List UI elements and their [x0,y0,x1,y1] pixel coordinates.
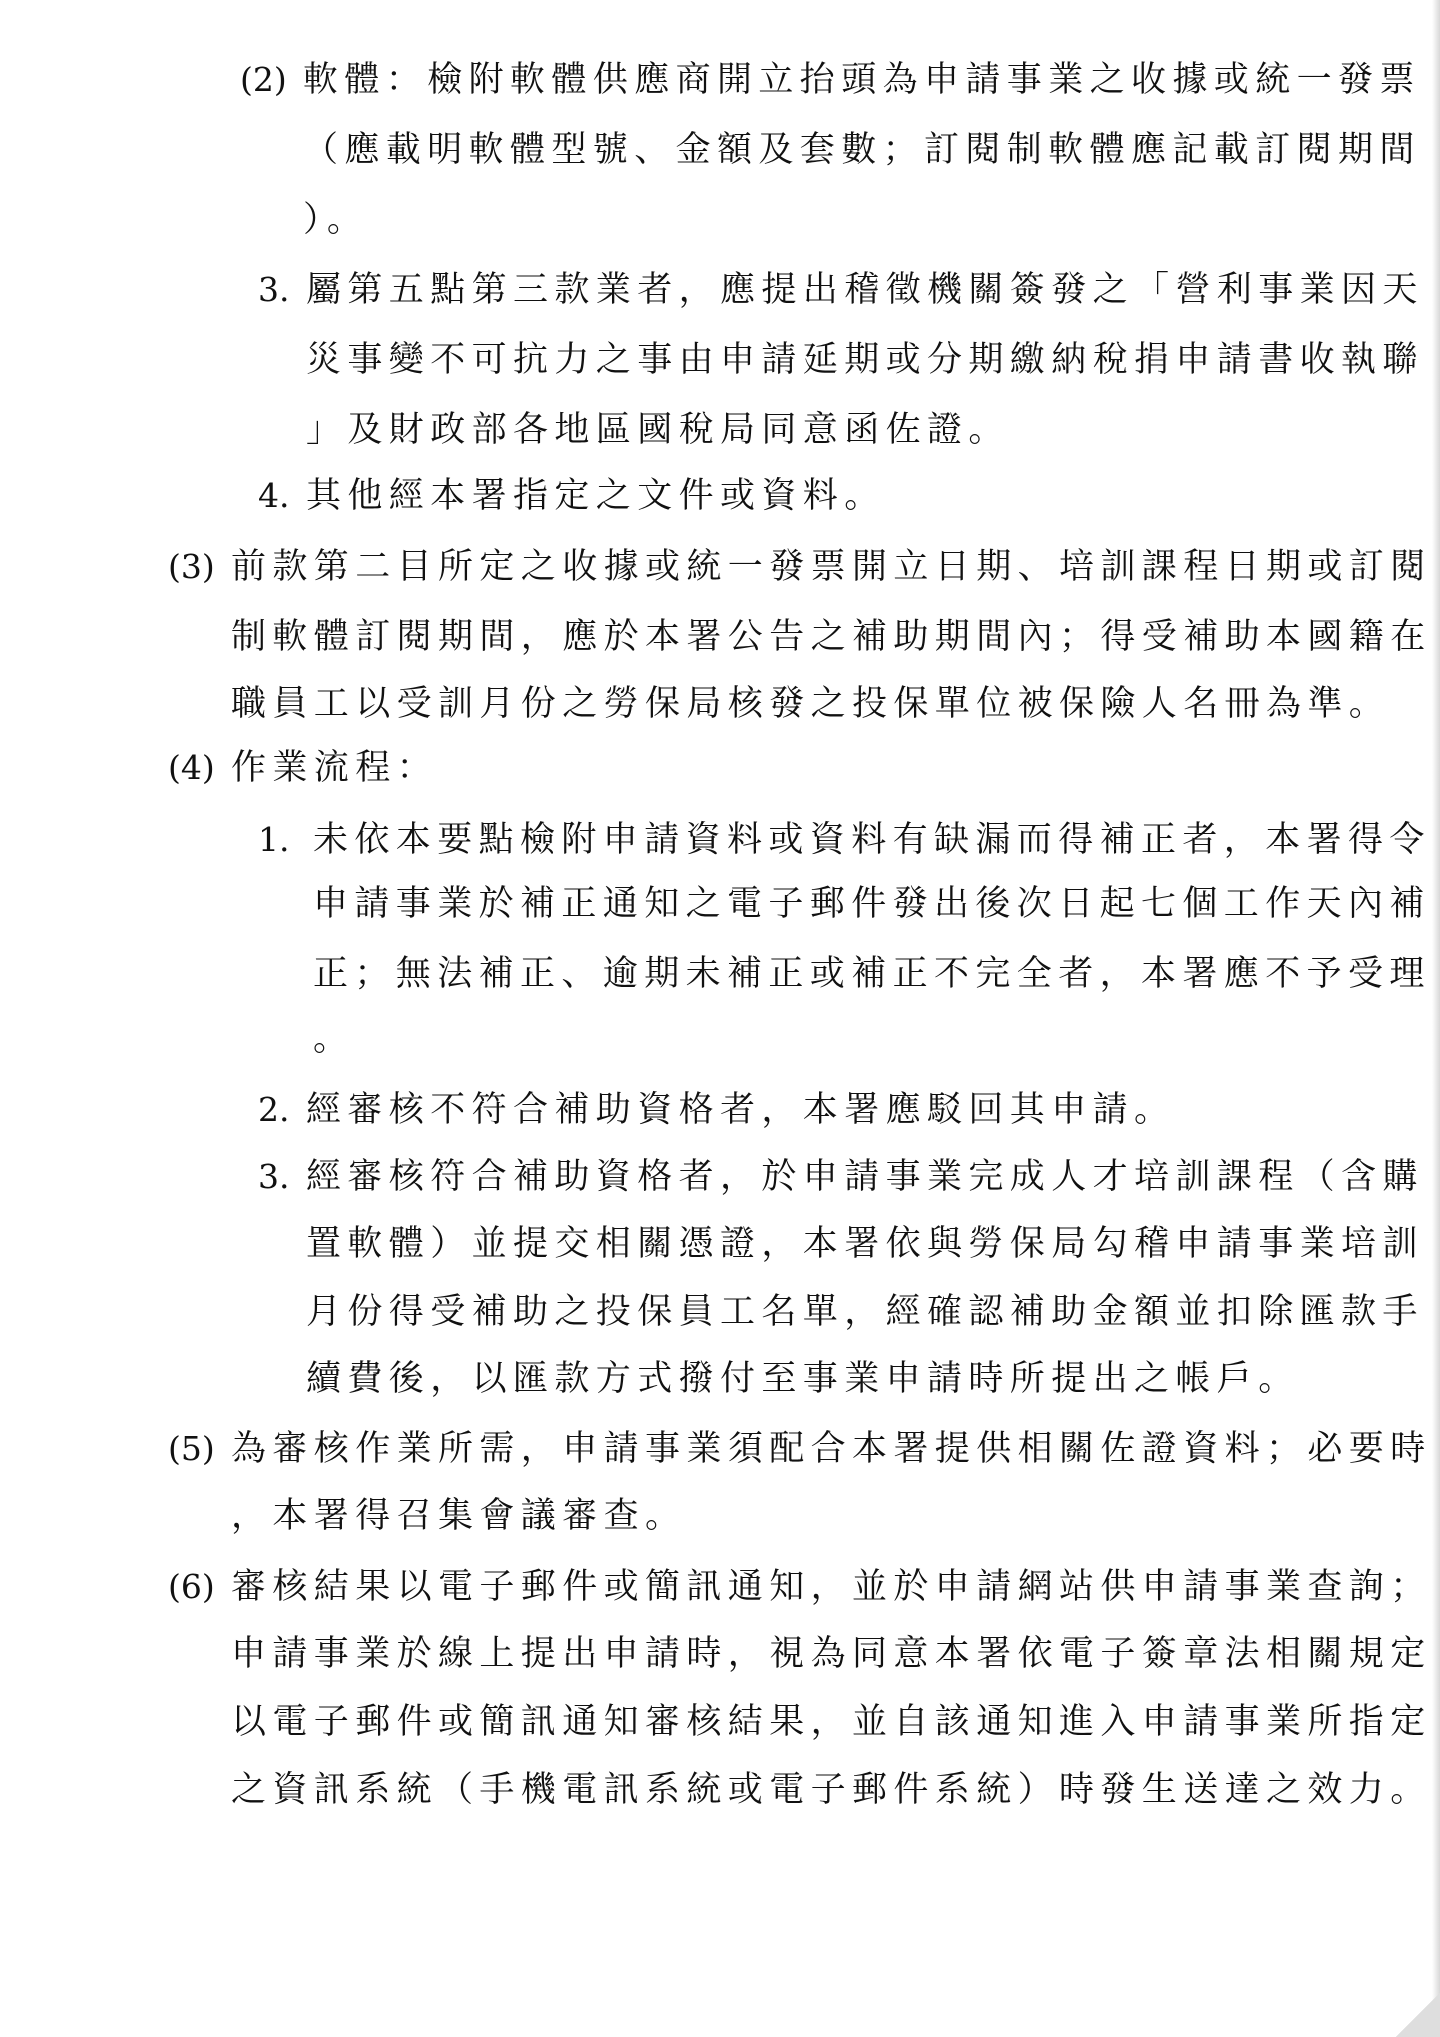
item-3-line-1: 前款第二目所定之收據或統一發票開立日期、培訓課程日期或訂閱 [231,547,1432,587]
item-4-2-marker: 2. [258,1090,290,1129]
item-6-line-2: 申請事業於線上提出申請時，視為同意本署依電子簽章法相關規定 [231,1634,1432,1674]
item-2-2-line-2: （應載明軟體型號、金額及套數；訂閱制軟體應記載訂閱期間 [303,130,1421,170]
item-3-marker: (3) [168,547,215,586]
item-4-1-line-2: 申請事業於補正通知之電子郵件發出後次日起七個工作天內補 [313,884,1431,924]
item-4-1-marker: 1. [258,820,290,859]
item-2-3-line-2: 災事變不可抗力之事由申請延期或分期繳納稅捐申請書收執聯 [306,340,1424,380]
scan-corner-shadow [1396,1993,1440,2037]
item-2-3-line-3: 」及財政部各地區國稅局同意函佐證。 [306,410,1010,450]
item-2-2-line-3: ）。 [303,200,369,240]
item-2-2-marker: (2) [240,60,287,99]
item-4-1-line-3: 正；無法補正、逾期未補正或補正不完全者，本署應不予受理 [313,954,1431,994]
item-6-line-4: 之資訊系統（手機電訊系統或電子郵件系統）時發生送達之效力。 [231,1770,1432,1810]
item-4-2-line-1: 經審核不符合補助資格者，本署應駁回其申請。 [306,1090,1176,1130]
item-4-3-marker: 3. [258,1157,290,1196]
item-6-line-3: 以電子郵件或簡訊通知審核結果，並自該通知進入申請事業所指定 [231,1702,1432,1742]
item-5-line-2: ，本署得召集會議審查。 [231,1496,687,1536]
item-2-3-line-1: 屬第五點第三款業者，應提出稽徵機關簽發之「營利事業因天 [306,270,1424,310]
item-2-2-line-1: 軟體：檢附軟體供應商開立抬頭為申請事業之收據或統一發票 [303,60,1421,100]
item-2-4-line-1: 其他經本署指定之文件或資料。 [306,476,886,516]
scan-edge-shadow [1432,0,1440,2037]
item-6-marker: (6) [168,1567,215,1606]
item-4-line-1: 作業流程： [231,748,439,788]
item-6-line-1: 審核結果以電子郵件或簡訊通知，並於申請網站供申請事業查詢； [231,1567,1432,1607]
item-2-4-marker: 4. [258,476,290,515]
item-4-1-line-1: 未依本要點檢附申請資料或資料有缺漏而得補正者，本署得令 [313,820,1431,860]
item-4-marker: (4) [168,748,215,787]
item-4-3-line-3: 月份得受補助之投保員工名單，經確認補助金額並扣除匯款手 [306,1292,1424,1332]
item-4-3-line-2: 置軟體）並提交相關憑證，本署依與勞保局勾稽申請事業培訓 [306,1224,1424,1264]
item-5-marker: (5) [168,1429,215,1468]
item-3-line-3: 職員工以受訓月份之勞保局核發之投保單位被保險人名冊為準。 [231,684,1391,724]
item-2-3-marker: 3. [258,270,290,309]
item-4-1-line-4: 。 [313,1019,355,1059]
item-4-3-line-4: 續費後，以匯款方式撥付至事業申請時所提出之帳戶。 [306,1359,1300,1399]
item-5-line-1: 為審核作業所需，申請事業須配合本署提供相關佐證資料；必要時 [231,1429,1432,1469]
item-4-3-line-1: 經審核符合補助資格者，於申請事業完成人才培訓課程（含購 [306,1157,1424,1197]
item-3-line-2: 制軟體訂閱期間，應於本署公告之補助期間內；得受補助本國籍在 [231,617,1432,657]
